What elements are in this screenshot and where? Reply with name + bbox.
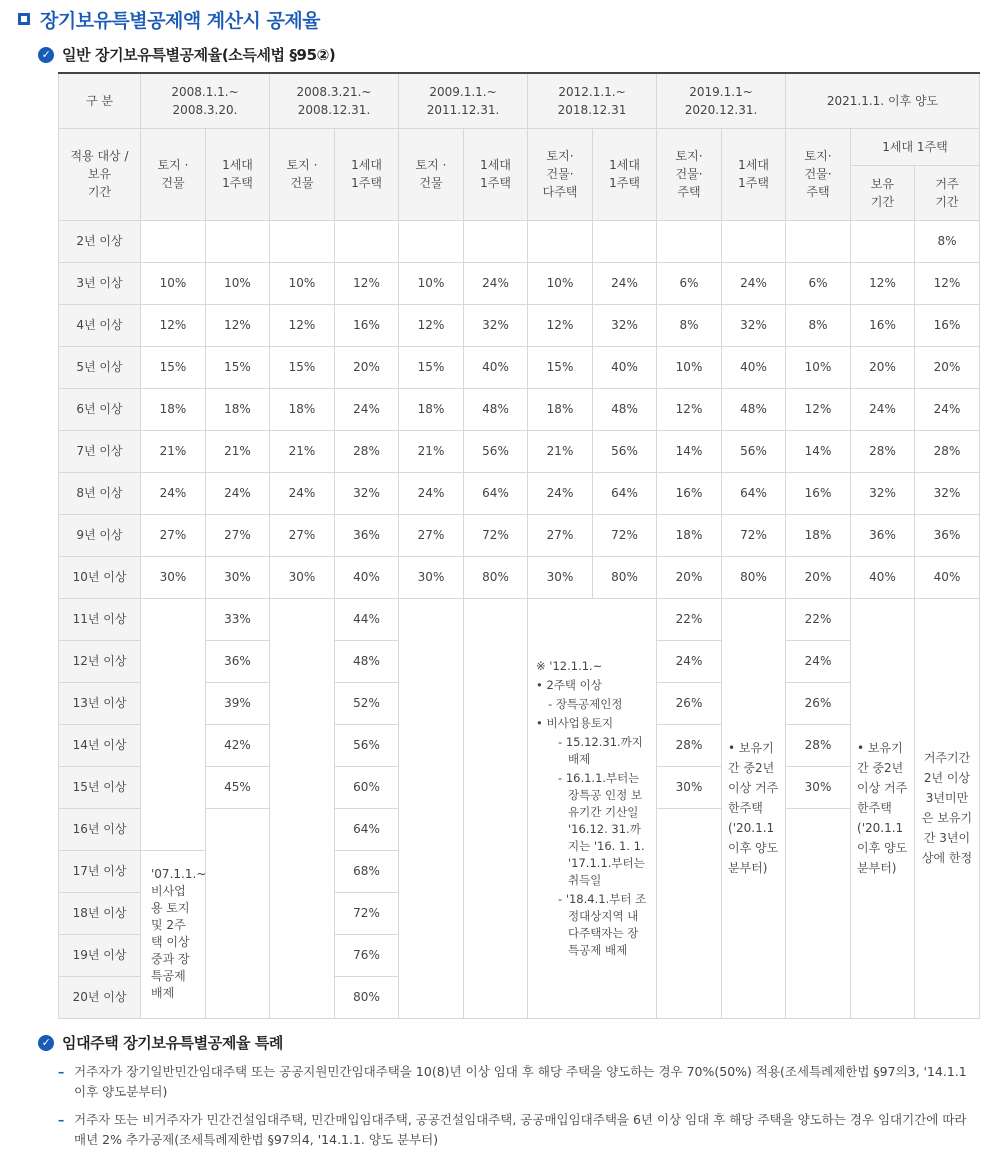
rate-cell: 80% [593, 556, 657, 598]
rate-cell: 76% [335, 934, 399, 976]
row-label: 4년 이상 [59, 304, 141, 346]
section-rental-title: ✓ 임대주택 장기보유특별공제율 특례 [38, 1032, 283, 1053]
rate-cell: 64% [593, 472, 657, 514]
rate-cell: 18% [206, 388, 270, 430]
rate-cell: 36% [915, 514, 980, 556]
rate-cell: 30% [270, 556, 335, 598]
table-row [59, 598, 980, 640]
rate-cell [399, 220, 464, 262]
empty-cell [657, 808, 722, 1018]
rate-cell: 27% [528, 514, 593, 556]
rate-cell: 30% [657, 766, 722, 808]
rate-cell: 6% [786, 262, 851, 304]
rate-cell: 44% [335, 598, 399, 640]
rate-cell: 10% [399, 262, 464, 304]
row-label: 10년 이상 [59, 556, 141, 598]
rate-cell: 26% [657, 682, 722, 724]
note-col10: • 보유기간 중2년 이상 거주 한주택 ('20.1.1 이후 양도분부터) [722, 598, 786, 1018]
row-label: 20년 이상 [59, 976, 141, 1018]
sub-header: 1세대 1주택 [206, 128, 270, 220]
rate-cell: 16% [657, 472, 722, 514]
rate-cell: 12% [528, 304, 593, 346]
rate-cell: 14% [657, 430, 722, 472]
rate-cell: 18% [657, 514, 722, 556]
sub-header: 토지 · 건물 [141, 128, 206, 220]
rate-cell: 36% [206, 640, 270, 682]
dash-bullet-icon: – [58, 1112, 65, 1127]
rate-cell: 24% [851, 388, 915, 430]
empty-cell [399, 598, 464, 1018]
subject-header-row [59, 128, 980, 165]
rate-cell: 40% [335, 556, 399, 598]
rate-cell: 10% [657, 346, 722, 388]
rate-cell: 80% [335, 976, 399, 1018]
rate-cell: 40% [464, 346, 528, 388]
rate-cell: 48% [464, 388, 528, 430]
rate-cell [657, 220, 722, 262]
rate-cell: 52% [335, 682, 399, 724]
rate-cell: 10% [141, 262, 206, 304]
table-row [59, 514, 980, 556]
sub-header: 1세대 1주택 [464, 128, 528, 220]
period-header: 2008.3.21.~ 2008.12.31. [270, 73, 399, 128]
rate-cell: 16% [851, 304, 915, 346]
rate-cell: 12% [657, 388, 722, 430]
rate-cell: 10% [270, 262, 335, 304]
period-header: 2019.1.1~ 2020.12.31. [657, 73, 786, 128]
rate-cell: 18% [786, 514, 851, 556]
row-label: 19년 이상 [59, 934, 141, 976]
rate-cell: 72% [722, 514, 786, 556]
note-col1: '07.1.1.~비사업용 토지 및 2주택 이상 중과 장특공제 배제 [141, 850, 206, 1018]
rate-cell: 22% [786, 598, 851, 640]
rate-cell: 24% [593, 262, 657, 304]
row-header-label: 적용 대상 / 보유 기간 [59, 128, 141, 220]
rate-cell: 20% [851, 346, 915, 388]
rate-cell: 30% [206, 556, 270, 598]
sub-header: 거주 기간 [915, 165, 980, 220]
table-row [59, 472, 980, 514]
rate-cell: 30% [399, 556, 464, 598]
rate-cell: 24% [786, 640, 851, 682]
rate-cell: 39% [206, 682, 270, 724]
rate-cell: 32% [593, 304, 657, 346]
rate-cell: 14% [786, 430, 851, 472]
rate-cell: 15% [399, 346, 464, 388]
note-2012: ※ '12.1.1.~ • 2주택 이상 - 장특공제인정 • 비사업용토지 - 15.12.31.까지 배제 - 16.1.1.부터는 장특공 인정 보유기간 기산일 '16.12. 31.까지는 '16. 1. 1. '17.1.1.부터는 취득일 - '18.4.1.부터 조정대상지역 내 다주택자는 장특공제 배제 [528, 598, 657, 1018]
rate-cell: 15% [528, 346, 593, 388]
row-label: 17년 이상 [59, 850, 141, 892]
rate-cell: 24% [206, 472, 270, 514]
row-label: 11년 이상 [59, 598, 141, 640]
rate-cell: 18% [399, 388, 464, 430]
sub-header: 토지· 건물· 주택 [657, 128, 722, 220]
square-bullet-icon [18, 13, 30, 25]
rate-cell: 72% [335, 892, 399, 934]
rate-cell: 21% [399, 430, 464, 472]
rental-item: – 거주자 또는 비거주자가 민간건설임대주택, 민간매입임대주택, 공공건설임대주택, 공공매입임대주택을 6년 이상 임대 후 해당 주택을 양도하는 경우 임대기간에 따라 매년 2% 추가공제(조세특례제한법 §97의4, '14.1.1. 양도 분부터) [58, 1112, 967, 1147]
rate-cell [593, 220, 657, 262]
rate-cell [528, 220, 593, 262]
empty-cell [786, 808, 851, 1018]
rate-cell: 72% [464, 514, 528, 556]
rate-cell: 80% [464, 556, 528, 598]
empty-cell [270, 598, 335, 1018]
rate-cell: 28% [335, 430, 399, 472]
rate-cell: 48% [593, 388, 657, 430]
rate-cell: 8% [915, 220, 980, 262]
rate-cell: 64% [722, 472, 786, 514]
rate-cell [722, 220, 786, 262]
rate-cell: 42% [206, 724, 270, 766]
rate-cell: 16% [335, 304, 399, 346]
rate-cell: 40% [915, 556, 980, 598]
rate-cell: 24% [528, 472, 593, 514]
row-label: 3년 이상 [59, 262, 141, 304]
rate-cell: 6% [657, 262, 722, 304]
rate-cell: 36% [851, 514, 915, 556]
rate-cell: 24% [657, 640, 722, 682]
rate-cell: 56% [722, 430, 786, 472]
rate-cell: 12% [915, 262, 980, 304]
rate-cell: 8% [657, 304, 722, 346]
rate-cell: 27% [206, 514, 270, 556]
rate-cell: 18% [528, 388, 593, 430]
rate-cell: 32% [915, 472, 980, 514]
empty-cell [206, 808, 270, 1018]
row-label: 16년 이상 [59, 808, 141, 850]
table-row [59, 430, 980, 472]
section-general-title: ✓ 일반 장기보유특별공제율(소득세법 §95②) [38, 44, 335, 65]
rate-cell: 32% [851, 472, 915, 514]
empty-cell [464, 598, 528, 1018]
sub-header: 토지 · 건물 [270, 128, 335, 220]
period-header: 2008.1.1.~ 2008.3.20. [141, 73, 270, 128]
rate-cell: 68% [335, 850, 399, 892]
table-row [59, 556, 980, 598]
rate-cell: 36% [335, 514, 399, 556]
rate-cell: 72% [593, 514, 657, 556]
rate-cell: 21% [206, 430, 270, 472]
rate-cell: 16% [915, 304, 980, 346]
rate-cell: 21% [141, 430, 206, 472]
row-label: 5년 이상 [59, 346, 141, 388]
sub-header: 토지· 건물· 다주택 [528, 128, 593, 220]
sub-header: 1세대 1주택 [722, 128, 786, 220]
rate-cell: 48% [335, 640, 399, 682]
row-label: 8년 이상 [59, 472, 141, 514]
rate-cell: 60% [335, 766, 399, 808]
rate-cell: 21% [528, 430, 593, 472]
period-header: 2012.1.1.~ 2018.12.31 [528, 73, 657, 128]
rate-cell: 30% [786, 766, 851, 808]
rate-cell: 56% [464, 430, 528, 472]
rate-cell: 30% [141, 556, 206, 598]
rate-cell: 32% [722, 304, 786, 346]
rate-cell [206, 220, 270, 262]
rate-cell: 20% [915, 346, 980, 388]
rate-cell: 40% [851, 556, 915, 598]
row-label: 2년 이상 [59, 220, 141, 262]
rate-cell: 20% [786, 556, 851, 598]
dash-bullet-icon: – [58, 1064, 65, 1079]
check-circle-icon: ✓ [38, 47, 54, 63]
table-row [59, 304, 980, 346]
rate-cell: 10% [786, 346, 851, 388]
row-label: 18년 이상 [59, 892, 141, 934]
rate-cell: 24% [399, 472, 464, 514]
table-row [59, 346, 980, 388]
corner-header: 구 분 [59, 73, 141, 128]
rate-cell: 16% [786, 472, 851, 514]
rate-cell: 24% [464, 262, 528, 304]
rate-cell: 27% [141, 514, 206, 556]
rate-cell: 32% [335, 472, 399, 514]
rate-cell [270, 220, 335, 262]
rate-cell: 30% [528, 556, 593, 598]
rate-cell: 15% [206, 346, 270, 388]
rate-cell: 12% [206, 304, 270, 346]
row-label: 15년 이상 [59, 766, 141, 808]
rental-item: – 거주자가 장기일반민간임대주택 또는 공공지원민간임대주택을 10(8)년 이상 임대 후 해당 주택을 양도하는 경우 70%(50%) 적용(조세특례제한법 §97의3, '14.1.1이후 양도분부터) [58, 1064, 967, 1099]
row-label: 13년 이상 [59, 682, 141, 724]
table-row [59, 220, 980, 262]
rate-cell: 20% [657, 556, 722, 598]
rate-cell: 28% [786, 724, 851, 766]
rate-cell: 80% [722, 556, 786, 598]
rate-cell: 10% [528, 262, 593, 304]
rate-cell: 24% [270, 472, 335, 514]
sub-header: 보유 기간 [851, 165, 915, 220]
deduction-rate-table [58, 72, 980, 1019]
rate-cell: 45% [206, 766, 270, 808]
rate-cell: 12% [335, 262, 399, 304]
rate-cell: 12% [786, 388, 851, 430]
rate-cell: 12% [270, 304, 335, 346]
sub-header-house1-wide: 1세대 1주택 [851, 128, 980, 165]
row-label: 9년 이상 [59, 514, 141, 556]
rate-cell [786, 220, 851, 262]
rate-cell: 48% [722, 388, 786, 430]
rate-cell: 18% [141, 388, 206, 430]
rate-cell: 24% [722, 262, 786, 304]
rate-cell: 56% [593, 430, 657, 472]
rate-cell: 27% [399, 514, 464, 556]
rate-cell: 15% [270, 346, 335, 388]
rate-cell: 24% [915, 388, 980, 430]
sub-header: 1세대 1주택 [593, 128, 657, 220]
sub-header: 토지 · 건물 [399, 128, 464, 220]
period-header: 2009.1.1.~ 2011.12.31. [399, 73, 528, 128]
row-label: 12년 이상 [59, 640, 141, 682]
rate-cell: 8% [786, 304, 851, 346]
rate-cell: 28% [851, 430, 915, 472]
sub-header: 토지· 건물· 주택 [786, 128, 851, 220]
rate-cell: 18% [270, 388, 335, 430]
check-circle-icon: ✓ [38, 1035, 54, 1051]
rate-cell: 26% [786, 682, 851, 724]
row-label: 6년 이상 [59, 388, 141, 430]
empty-cell [141, 598, 206, 850]
rate-cell [464, 220, 528, 262]
rate-cell: 28% [915, 430, 980, 472]
page-title: 장기보유특별공제액 계산시 공제율 [18, 6, 320, 32]
rate-cell: 28% [657, 724, 722, 766]
rate-cell: 24% [335, 388, 399, 430]
note-col12: • 보유기간 중2년 이상 거주 한주택 ('20.1.1 이후 양도분부터) [851, 598, 915, 1018]
rate-cell: 56% [335, 724, 399, 766]
period-header-row [59, 73, 980, 128]
row-label: 7년 이상 [59, 430, 141, 472]
rate-cell: 12% [851, 262, 915, 304]
note-col13: 거주기간 2년 이상 3년미만은 보유기간 3년이상에 한정 [915, 598, 980, 1018]
rate-cell: 27% [270, 514, 335, 556]
row-label: 14년 이상 [59, 724, 141, 766]
period-header: 2021.1.1. 이후 양도 [786, 73, 980, 128]
table-row [59, 388, 980, 430]
rate-cell: 22% [657, 598, 722, 640]
rate-cell: 10% [206, 262, 270, 304]
rate-cell: 40% [722, 346, 786, 388]
rate-cell: 32% [464, 304, 528, 346]
rate-cell: 12% [141, 304, 206, 346]
rate-cell: 64% [464, 472, 528, 514]
rate-cell: 21% [270, 430, 335, 472]
rate-cell: 12% [399, 304, 464, 346]
sub-header: 1세대 1주택 [335, 128, 399, 220]
rate-cell [141, 220, 206, 262]
rate-cell: 40% [593, 346, 657, 388]
rate-cell: 15% [141, 346, 206, 388]
rate-cell: 24% [141, 472, 206, 514]
rate-cell [851, 220, 915, 262]
table-row [59, 262, 980, 304]
rate-cell: 33% [206, 598, 270, 640]
rate-cell: 20% [335, 346, 399, 388]
rate-cell: 64% [335, 808, 399, 850]
rate-cell [335, 220, 399, 262]
